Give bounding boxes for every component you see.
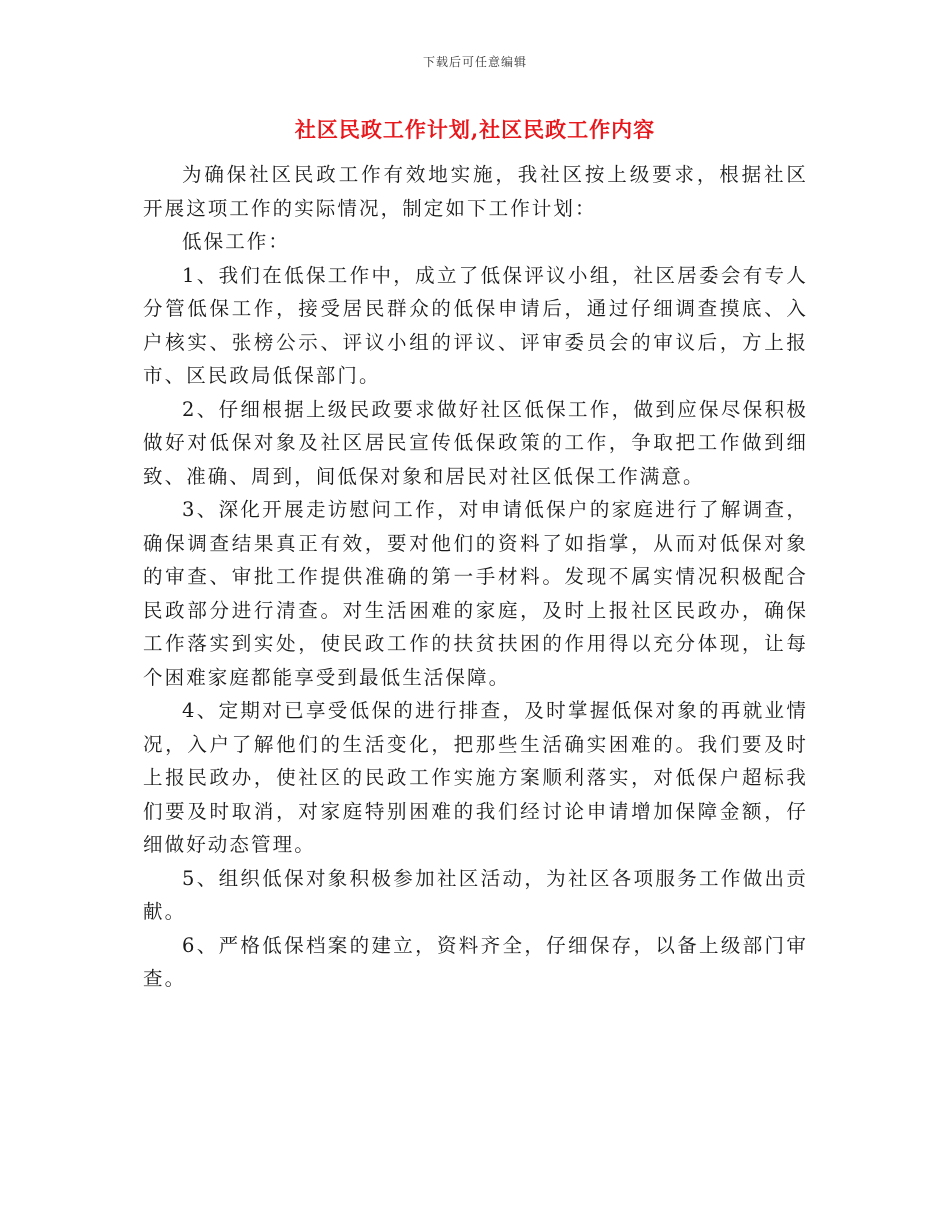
paragraph-item-2: 2、仔细根据上级民政要求做好社区低保工作，做到应保尽保积极做好对低保对象及社区居民宣传低保政策的工作，争取把工作做到细致、准确、周到，间低保对象和居民对社区低保工作满意。 [143,397,808,488]
document-body [143,158,808,996]
paragraph-item-4: 4、定期对已享受低保的进行排查，及时掌握低保对象的再就业情况，入户了解他们的生活变化，把那些生活确实困难的。我们要及时上报民政办，使社区的民政工作实施方案顺利落实，对低保户超标我们要及时取消，对家庭特别困难的我们经讨论申请增加保障金额，仔细做好动态管理。 [143,699,808,856]
paragraph-item-6: 6、严格低保档案的建立，资料齐全，仔细保存，以备上级部门审查。 [143,933,808,990]
paragraph-section-heading: 低保工作： [182,230,291,253]
document-title: 社区民政工作计划,社区民政工作内容 [294,117,656,142]
header-note: 下载后可任意编辑 [422,55,527,69]
paragraph-item-5: 5、组织低保对象积极参加社区活动，为社区各项服务工作做出贡献。 [143,866,808,923]
paragraph-item-3: 3、深化开展走访慰问工作，对申请低保户的家庭进行了解调查，确保调查结果真正有效，要对他们的资料了如指掌，从而对低保对象的审查、审批工作提供准确的第一手材料。发现不属实情况积极配合民政部分进行清查。对生活困难的家庭，及时上报社区民政办，确保工作落实到实处，使民政工作的扶贫扶困的作用得以充分体现，让每个困难家庭都能享受到最低生活保障。 [143,498,808,689]
paragraph-item-1: 1、我们在低保工作中，成立了低保评议小组，社区居委会有专人分管低保工作，接受居民群众的低保申请后，通过仔细调查摸底、入户核实、张榜公示、评议小组的评议、评审委员会的审议后，方上报市、区民政局低保部门。 [143,263,808,387]
paragraph-intro: 为确保社区民政工作有效地实施，我社区按上级要求，根据社区开展这项工作的实际情况，制定如下工作计划： [143,163,808,220]
